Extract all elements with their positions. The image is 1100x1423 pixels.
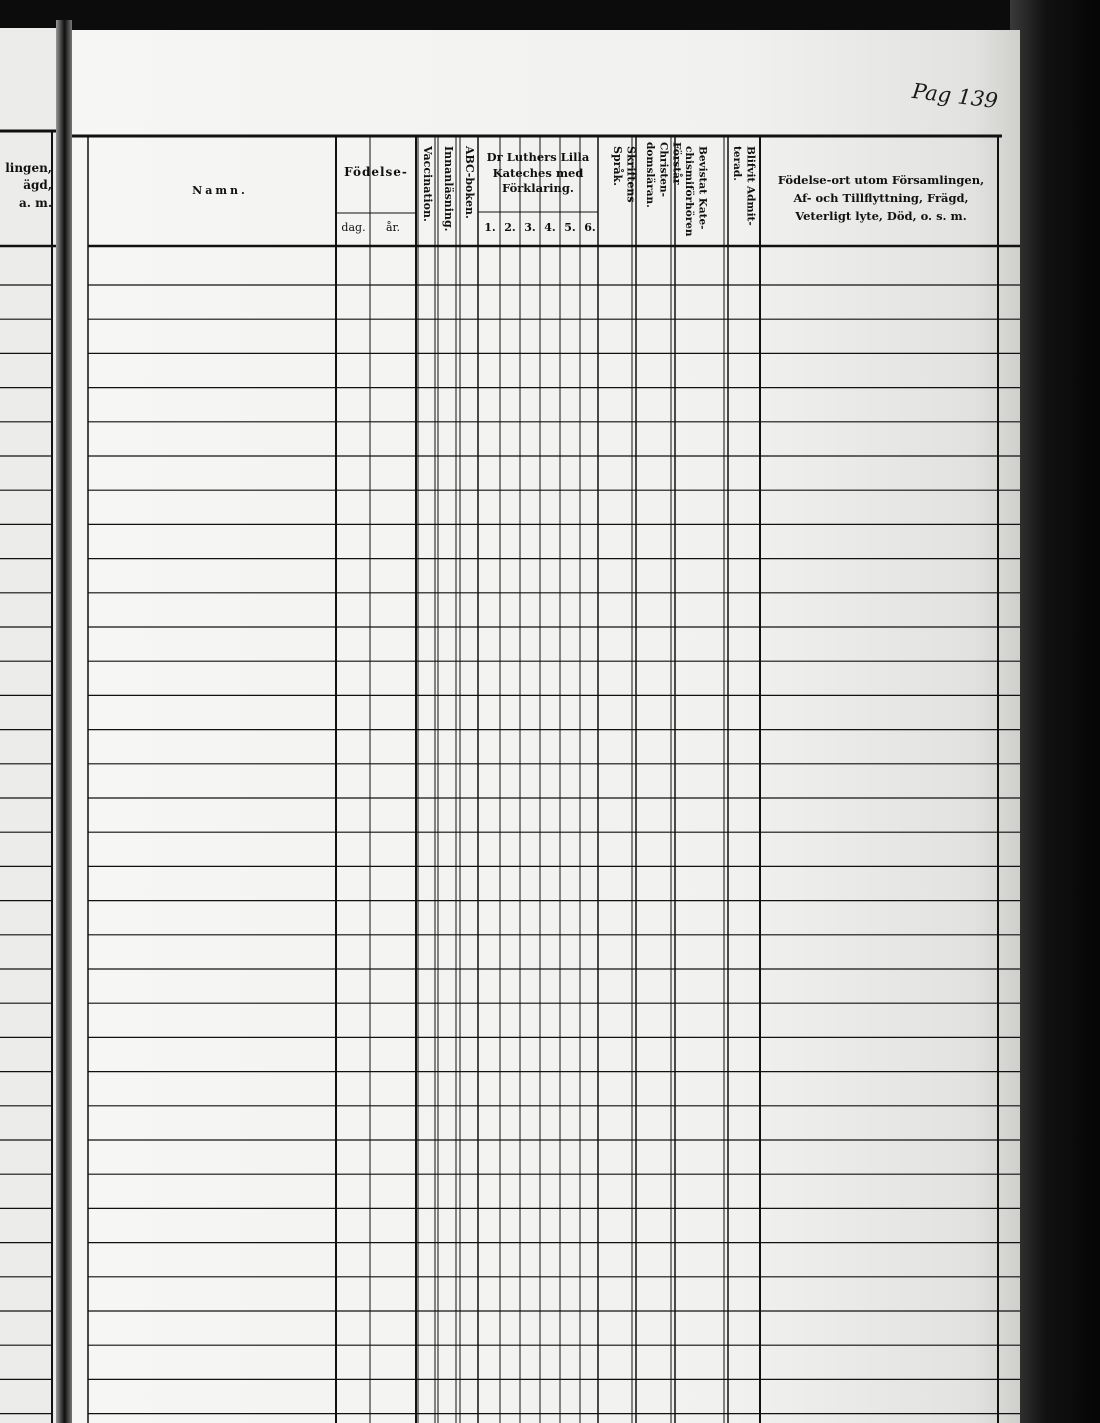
header-fodelse: Födelse- (344, 165, 408, 179)
header-bevistat (682, 146, 708, 241)
header-dag: dag. (341, 221, 366, 234)
remarks-line: Födelse-ort utom Församlingen, (777, 173, 985, 187)
left-header-line: lingen, (5, 161, 52, 175)
header-remarks (765, 172, 997, 225)
header-vaccination: Vaccination. (420, 146, 434, 222)
bevistat-line: chismiförhören (683, 146, 696, 237)
luther-col-3: 3. (524, 221, 536, 234)
header-blifvit (730, 146, 756, 236)
header-abc-boken: ABC-boken. (462, 146, 476, 219)
header-innanlasning: Innanläsning. (441, 146, 455, 232)
header-ar: år. (385, 221, 401, 234)
left-header-line: a. m. (18, 195, 52, 210)
luther-col-4: 4. (544, 221, 556, 234)
luther-col-5: 5. (564, 221, 576, 234)
blifvit-line: Blifvit Admit- (744, 146, 757, 226)
remarks-line: Veterligt lyte, Död, o. s. m. (795, 208, 967, 223)
header-skriftens-sprak: Skriftens Språk. (610, 146, 638, 203)
luther-col-1: 1. (484, 221, 496, 234)
bevistat-line: Bevistat Kate- (696, 146, 709, 230)
luther-col-6: 6. (584, 221, 596, 234)
forstar-line: domsläran. (644, 142, 657, 208)
header-namn: Namn. (192, 184, 248, 197)
blifvit-line: terad. (731, 146, 744, 181)
luther-line: Dr Luthers Lilla (486, 150, 590, 164)
forstar-line: Förstår Christen- (657, 142, 683, 197)
luther-line: Förklaring. (502, 181, 574, 196)
page-number: Pag 139 (910, 78, 1000, 114)
header-forstar (643, 142, 682, 242)
luther-line: Kateches med (492, 165, 584, 180)
left-header-line: ägd, (23, 178, 52, 193)
remarks-line: Af- och Tillflyttning, Frägd, (793, 190, 969, 205)
luther-col-2: 2. (504, 221, 516, 234)
header-luther (478, 150, 598, 197)
